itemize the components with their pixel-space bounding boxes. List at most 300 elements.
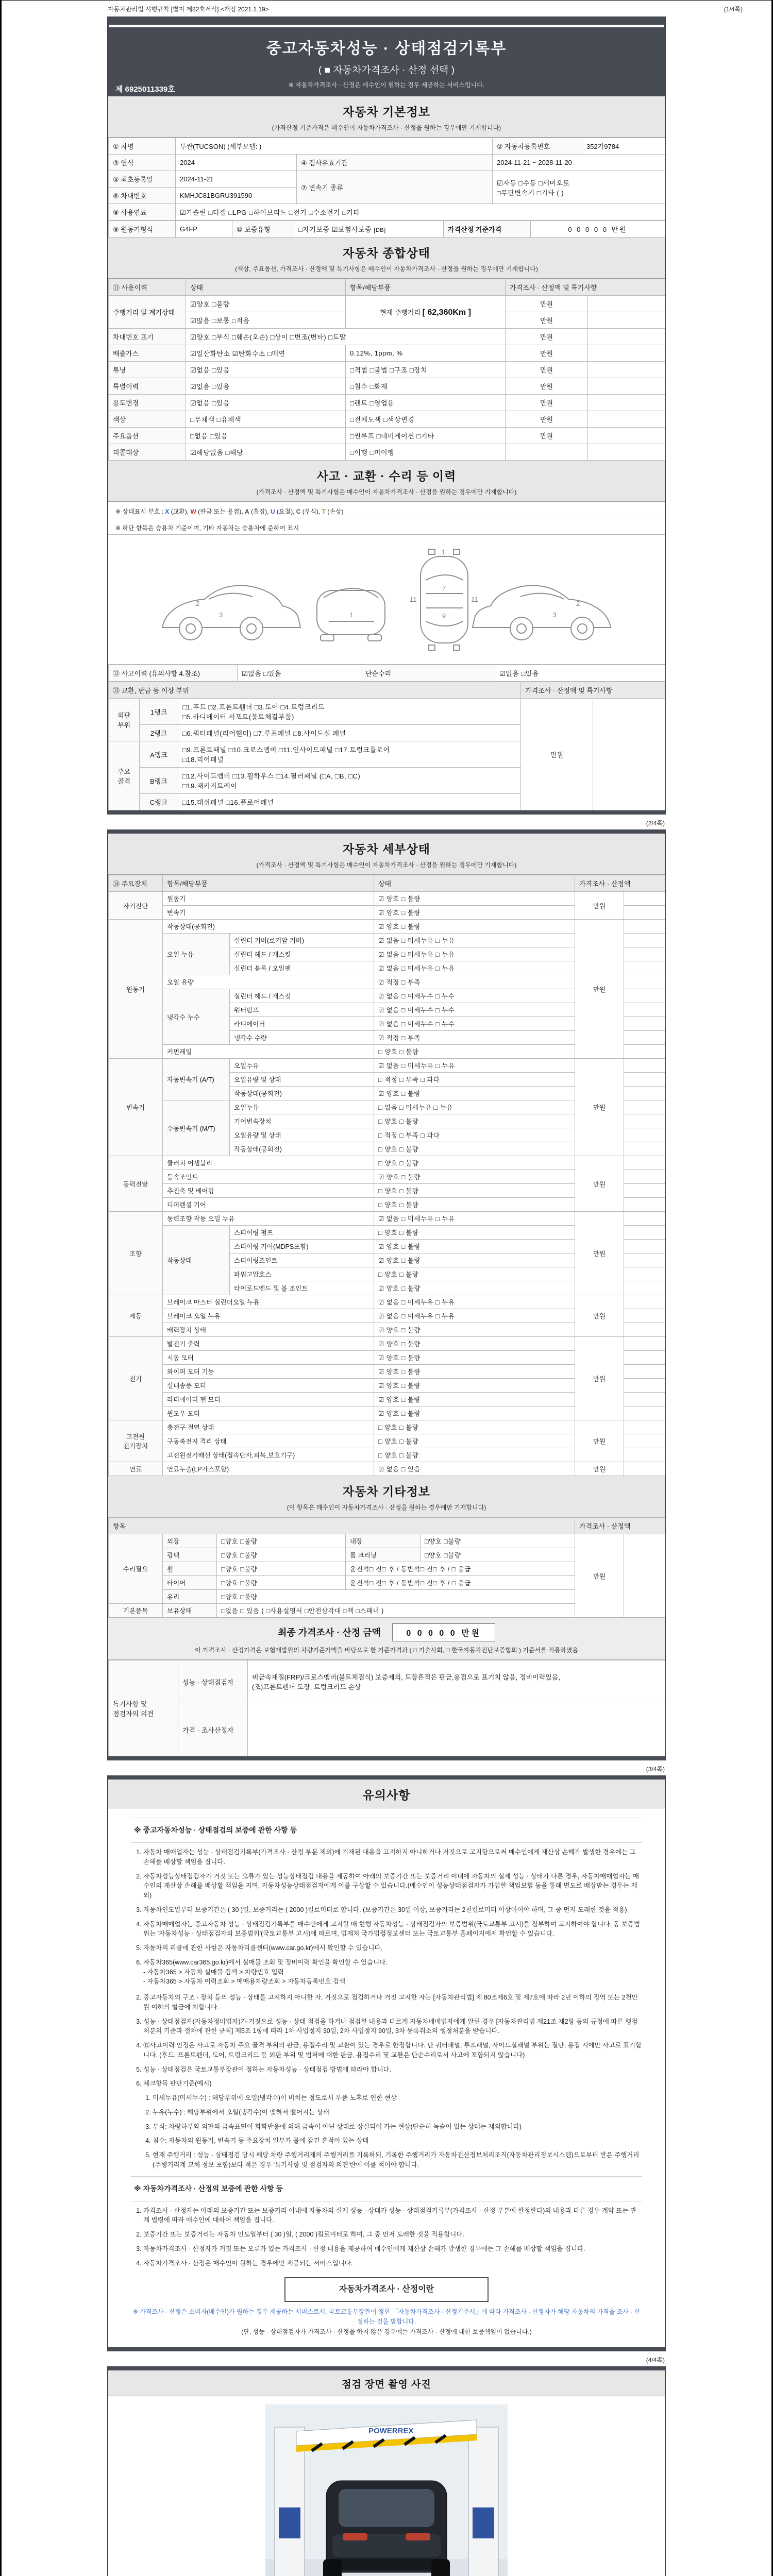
engine-type-value: G4FP (176, 221, 232, 238)
remark-cell[interactable] (624, 947, 665, 961)
remark-cell[interactable] (624, 1073, 665, 1087)
remark-cell[interactable] (593, 699, 665, 810)
table-row (109, 1462, 665, 1476)
rank-options[interactable]: □12.사이드멤버 □13.휠하우스 □14.필러패널 (□A, □B, □C) □19.패키지트레이 (178, 768, 521, 794)
table-row (109, 892, 665, 906)
state-options[interactable]: □양호 □불량 (217, 1548, 346, 1562)
possession-options[interactable]: □없음 □ 있음 ( □사용설명서 □안전삼각대 □잭 □스패너 ) (217, 1604, 575, 1618)
notice-section2-list (143, 1993, 642, 2170)
item-label: 튜닝 (109, 362, 186, 378)
price-cell: 만원 (506, 345, 588, 362)
state-options[interactable]: □없음 □있음 (186, 428, 346, 444)
notice-item: 5. 성능 · 상태점검은 국토교통부장관이 정하는 자동차성능 · 상태점검 방법에 따라야 합니다. (143, 2065, 642, 2075)
state-options[interactable]: □ 양호 □ 불량 (374, 1156, 575, 1170)
detail-title: 자동차 세부상태 (343, 842, 430, 856)
notice-section1-list (143, 1848, 642, 1987)
state-options[interactable]: ☑ 양호 □ 불량 (374, 1323, 575, 1337)
notice-subitem: 1. 미세누유(미세누수) : 해당부위에 오일(냉각수)이 비치는 정도로서 부품 노후로 인한 현상 (153, 2093, 642, 2103)
state-options[interactable]: ☑ 양호 □ 불량 (374, 1365, 575, 1379)
table-row (109, 1703, 665, 1756)
warranty-db-tag: [DB] (374, 227, 386, 233)
sub-item-label: 오일유량 및 상태 (230, 1128, 374, 1142)
final-price-value: 0 0 0 0 0 만원 (392, 1623, 495, 1641)
simple-repair-options[interactable]: ☑없음 □있음 (495, 665, 665, 682)
mileage-cell: 현재 주행거리 [ 62,360Km ] (346, 296, 506, 329)
table-row (109, 155, 665, 171)
remark-cell[interactable] (624, 1406, 665, 1420)
remark-cell[interactable] (588, 362, 665, 378)
col-state: 상태 (374, 875, 575, 892)
state-options[interactable]: □ 양호 □ 불량 (374, 1198, 575, 1212)
state-options[interactable]: ☑ 없음 □ 미세누유 □ 누유 (374, 1059, 575, 1073)
state-options[interactable]: □양호 □불량 (217, 1576, 346, 1590)
table-header-row (109, 875, 665, 892)
etc-col-price: 가격조사 · 산정액 (575, 1518, 665, 1534)
price-cell: 만원 (575, 920, 624, 1059)
state-options[interactable]: □ 양호 □ 불량 (374, 1142, 575, 1156)
item-options[interactable]: □렌트 □영업용 (346, 395, 506, 411)
item-label: 수동변속기 (M/T) (163, 1100, 230, 1156)
item-label: 오일 누유 (163, 934, 230, 975)
base-price-value: 0 0 0 0 0 만원 (531, 221, 665, 238)
photo-band (108, 2370, 665, 2396)
state-options[interactable]: □ 적정 □ 부족 □ 과다 (374, 1073, 575, 1087)
table-row (109, 411, 665, 428)
transmission-options-line1[interactable]: ☑자동 □수동 □세미오토 (497, 179, 570, 187)
rank-options[interactable]: □15.대쉬패널 □16.플로어패널 (178, 794, 521, 810)
remark-cell[interactable] (624, 1337, 665, 1351)
state-symbol-legend: ※ 상태표시 부호 : X (교환), W (판금 또는 용접), A (흠집), U (요철), C (부식), T (손상) (108, 502, 665, 518)
price-appraisal-note2: (단, 성능 · 상태점검자가 가격조사 · 산정을 하지 않은 경우에는 가격조사 · 산정에 대한 보증책임이 없습니다.) (241, 2328, 532, 2335)
check-criteria-list (153, 2093, 642, 2170)
table-row (109, 1534, 665, 1548)
item-label: 실내송풍 모터 (163, 1379, 374, 1393)
etc-title: 자동차 기타정보 (343, 1485, 430, 1498)
notice-item: 5. 자동차의 리콜에 관한 사항은 자동차리콜센터(www.car.go.kr)에서 확인할 수 있습니다. (143, 1943, 642, 1953)
document-number: 제 6925011339호 (115, 85, 175, 94)
remark-cell[interactable] (624, 1184, 665, 1198)
remark-cell[interactable] (624, 1128, 665, 1142)
notice-item: 6. 체크항목 판단기준(예시) 1. 미세누유(미세누수) : 해당부위에 오일(냉각수)이 비치는 정도로서 부품 노후로 인한 현상 2. 누유(누수) : 해당부위에서 오일(냉각수)이 맺혀서 떨어지는 상태 3. 부식: 차량하부와 외판의 금속표면이 화학반응에 의해 금속이 아닌 상태로 상실되어 가는 현상(단순히 녹슬어 있는 상태는 제외합니다) 4. 침수: 자동차의 원동기, 변속기 등 주요장치 일부가 물에 잠긴 흔적이 있는 상태 5. 현재 주행거리 : 성능 · 상태점검 당시 해당 차량 주행거리계의 주행거리를 기록하되, 기록한 주행거리가 자동차전산정보처리조직(자동차관리정보시스템)으로부터 받은 주행거리(주행거리계 교체 정보 포함)보다 적은 경우 '특기사항 및 점검자의 의견'란에 이를 적어야 합니다. (143, 2079, 642, 2170)
item-label: 동력조향 작동 오일 누유 (163, 1212, 374, 1226)
notice-subitem: 3. 부식: 차량하부와 외판의 금속표면이 화학반응에 의해 금속이 아닌 상태로 상실되어 가는 현상(단순히 녹슬어 있는 상태는 제외합니다) (153, 2122, 642, 2132)
reg-number-label: ② 자동차등록번호 (493, 138, 582, 155)
state-options[interactable]: ☑ 양호 □ 불량 (374, 1087, 575, 1100)
remark-cell[interactable] (624, 1114, 665, 1128)
col-item-part: 항목/해당부품 (346, 279, 506, 296)
notice-item: 3. 자동차가격조사 · 산정자가 거짓 또는 오류가 있는 가격조사 · 산정 내용을 제공하여 매수인에게 재산상 손해가 발생한 경우에는 그 손해를 배상할 책임을 집니다. (143, 2244, 642, 2254)
item-label: 유리 (163, 1590, 217, 1604)
transmission-options[interactable] (493, 171, 665, 204)
sub-item-label: 스티어링조인트 (230, 1253, 374, 1267)
warranty-type-options[interactable]: □자기보증 ☑보험사보증 [DB] (294, 221, 444, 238)
remark-cell[interactable] (624, 1240, 665, 1253)
state-options[interactable]: □ 양호 □ 불량 (374, 1448, 575, 1462)
item-options[interactable]: □침수 □화재 (346, 378, 506, 395)
remark-cell[interactable] (624, 1156, 665, 1170)
exchange-price-head: 가격조사 · 산정액 및 특기사항 (521, 682, 665, 699)
accident-history-label: ⑫ 사고이력 (유의사항 4.참조) (109, 665, 238, 682)
accident-history-row (108, 665, 665, 682)
state-options[interactable]: □무채색 □유채색 (186, 411, 346, 428)
table-row (109, 378, 665, 395)
item-label: 충전구 절연 상태 (163, 1420, 374, 1434)
remark-cell[interactable] (624, 989, 665, 1003)
item-label: 원동기 (163, 892, 374, 906)
item-label: 배력장치 상태 (163, 1323, 374, 1337)
table-row (109, 362, 665, 378)
state-options[interactable]: ☑없음 □있음 (186, 378, 346, 395)
page-marker-3: (3/4쪽) (646, 1766, 665, 1773)
outer-panel-label: 외판 부위 (109, 699, 140, 741)
item-options[interactable]: □적법 □불법 □구조 □장치 (346, 362, 506, 378)
remark-cell[interactable] (624, 1434, 665, 1448)
sub-item-label: 실린더 헤드 / 개스킷 (230, 989, 374, 1003)
state-options[interactable]: ☑ 양호 □ 불량 (374, 1170, 575, 1184)
rank-options[interactable]: □1.후드 □2.프론트휀더 □3.도어 □4.트렁크리드 □5.라디에이터 서포트(볼트체결부품) (178, 699, 521, 725)
car-name-label: ① 차명 (109, 138, 176, 155)
remark-cell[interactable] (624, 1212, 665, 1226)
inspection-photo (265, 2404, 508, 2576)
device-group-label: 조향 (109, 1212, 163, 1295)
remark-cell[interactable] (624, 892, 665, 906)
state-options[interactable]: □ 양호 □ 불량 (374, 1114, 575, 1128)
state-options[interactable]: ☑ 양호 □ 불량 (374, 1337, 575, 1351)
rank-label: 1랭크 (140, 699, 178, 725)
remark-cell[interactable] (588, 444, 665, 461)
fuel-options[interactable]: ☑가솔린 □디젤 □LPG □하이브리드 □전기 □수소전기 □기타 (176, 204, 665, 221)
state-options[interactable]: □ 양호 □ 불량 (374, 1045, 575, 1059)
table-row (109, 920, 665, 934)
final-price-band (108, 1618, 665, 1660)
state-options[interactable]: □ 양호 □ 불량 (374, 1267, 575, 1281)
item-label: 연료누출(LP가스포함) (163, 1462, 374, 1476)
remark-cell[interactable] (624, 1295, 665, 1309)
remark-cell[interactable] (624, 934, 665, 947)
remark-cell[interactable] (624, 1420, 665, 1434)
price-cell: 만원 (575, 1295, 624, 1337)
item-options[interactable]: □썬루프 □네비게이션 □기타 (346, 428, 506, 444)
position-options[interactable]: 운전석□ 전□ 후 / 동반석□ 전□ 후 / □ 응급 (346, 1562, 575, 1576)
table-row (109, 428, 665, 444)
device-group-label: 자기진단 (109, 892, 163, 920)
state-options[interactable]: □양호 □불량 (217, 1590, 575, 1604)
state-options[interactable]: ☑ 양호 □ 불량 (374, 1406, 575, 1420)
remark-cell[interactable] (624, 1170, 665, 1184)
remark-cell[interactable] (624, 1226, 665, 1240)
col-item: 항목/해당부품 (163, 875, 374, 892)
device-group-label: 원동기 (109, 920, 163, 1059)
rank-options[interactable]: □9.프론트패널 □10.크로스멤버 □11.인사이드패널 □17.트렁크플로어 □18.리어패널 (178, 741, 521, 768)
vehicle-diagram-svg (113, 540, 660, 658)
state-options[interactable]: ☑ 없음 □ 미세누수 □ 누수 (374, 1017, 575, 1031)
item-label: 라디에이터 팬 모터 (163, 1393, 374, 1406)
item-label: 시동 모터 (163, 1351, 374, 1365)
section-box-2 (107, 829, 666, 1760)
col-price: 가격조사 · 산정액 (575, 875, 665, 892)
remark-cell[interactable] (624, 1365, 665, 1379)
table-row (109, 138, 665, 155)
exchange-rank-table (108, 682, 665, 810)
sub-item-label: 워터펌프 (230, 1003, 374, 1017)
remark-cell[interactable] (624, 1087, 665, 1100)
basic-items-label: 기본품목 (109, 1604, 163, 1618)
page-marker-1: (1/4쪽) (724, 6, 743, 13)
remark-cell[interactable] (624, 1393, 665, 1406)
price-cell: 만원 (521, 699, 593, 810)
state-options[interactable]: ☑ 양호 □ 불량 (374, 892, 575, 906)
remark-cell[interactable] (624, 1198, 665, 1212)
state-options[interactable]: □ 적정 □ 부족 □ 과다 (374, 1128, 575, 1142)
col-price-remarks: 가격조사 · 산정액 및 특기사항 (506, 279, 665, 296)
item-label: 오일 유량 (163, 975, 374, 989)
svg-text:11: 11 (410, 596, 417, 603)
notice-subitem: 4. 침수: 자동차의 원동기, 변속기 등 주요장치 일부가 물에 잠긴 흔적이 있는 상태 (153, 2136, 642, 2146)
svg-text:11: 11 (471, 596, 478, 603)
remark-cell[interactable] (624, 1045, 665, 1059)
table-row (109, 296, 665, 312)
remark-cell[interactable] (624, 1323, 665, 1337)
state-options[interactable]: ☑ 없음 □ 있음 (374, 1462, 575, 1476)
item-label: 등속조인트 (163, 1170, 374, 1184)
basic-info-table-row6 (108, 221, 665, 238)
state-options[interactable]: ☑ 양호 □ 불량 (374, 1379, 575, 1393)
item-label: 주행거리 및 계기상태 (109, 296, 186, 329)
state-options[interactable]: □ 양호 □ 불량 (374, 1184, 575, 1198)
photo-area (108, 2396, 665, 2576)
model-year-label: ③ 연식 (109, 155, 176, 171)
item-options[interactable]: □이행 □미이행 (346, 444, 506, 461)
item-label: 리콜대상 (109, 444, 186, 461)
remark-cell[interactable] (624, 1142, 665, 1156)
header-divider (109, 25, 664, 27)
state-options[interactable]: □ 없음 □ 미세누유 □ 누유 (374, 1100, 575, 1114)
item-label: 광택 (163, 1548, 217, 1562)
remark-cell[interactable] (624, 1379, 665, 1393)
comprehensive-subtitle: (색상, 주요옵션, 가격조사 · 산정액 및 특기사항은 매수인이 자동차가격조사 · 산정을 원하는 경우에만 기재합니다) (235, 265, 538, 273)
svg-text:7: 7 (442, 584, 446, 592)
item-options[interactable]: □전체도색 □색상변경 (346, 411, 506, 428)
remark-cell[interactable] (624, 1534, 665, 1618)
state-options[interactable]: □양호 □불량 (217, 1534, 346, 1548)
state-options[interactable]: □양호 □불량 (217, 1562, 346, 1576)
state-options[interactable]: □ 양호 □ 불량 (374, 1420, 575, 1434)
table-row (109, 1059, 665, 1073)
opinion-table (108, 1660, 665, 1756)
appraiser-opinion-text (248, 1703, 665, 1756)
rank-options[interactable]: □6.쿼터패널(리어휀더) □7.루프패널 □8.사이드실 패널 (178, 725, 521, 741)
state-options[interactable]: ☑ 양호 □ 불량 (374, 1240, 575, 1253)
remark-cell[interactable] (624, 1059, 665, 1073)
basic-info-band (108, 96, 665, 138)
item-label: 와이퍼 모터 기능 (163, 1365, 374, 1379)
simple-repair-label: 단순수리 (361, 665, 495, 682)
transmission-label: ⑦ 변속기 종류 (297, 171, 493, 204)
device-group-label: 제동 (109, 1295, 163, 1337)
device-group-label: 동력전달 (109, 1156, 163, 1212)
price-cell: 만원 (506, 411, 588, 428)
inspector-opinion-label: 성능 · 상태점검자 (178, 1660, 248, 1703)
remark-cell[interactable] (624, 975, 665, 989)
accident-subtitle: (가격조사 · 산정액 및 특기사항은 매수인이 자동차가격조사 · 산정을 원하는 경우에만 기재합니다) (256, 488, 517, 496)
remark-cell[interactable] (624, 1351, 665, 1365)
state-options[interactable]: ☑ 없음 □ 미세누유 □ 누유 (374, 934, 575, 947)
state-options[interactable]: □양호 □불량 (421, 1534, 575, 1548)
remark-cell[interactable] (624, 1267, 665, 1281)
remark-cell[interactable] (588, 378, 665, 395)
state-options[interactable]: ☑ 양호 □ 불량 (374, 906, 575, 920)
state-options[interactable]: ☑많음 □보통 □적음 (186, 312, 346, 329)
accident-band (108, 461, 665, 502)
remark-cell[interactable] (624, 1448, 665, 1462)
state-options[interactable]: ☑양호 □불량 (186, 296, 346, 312)
item-options[interactable]: 0.12%, 1ppm, % (346, 345, 506, 362)
state-options[interactable]: □양호 □불량 (421, 1548, 575, 1562)
remark-cell[interactable] (588, 312, 665, 329)
item-label: 변속기 (163, 906, 374, 920)
remark-cell[interactable] (588, 411, 665, 428)
remark-cell[interactable] (624, 1003, 665, 1017)
remark-cell[interactable] (588, 329, 665, 345)
item-label: 커먼레일 (163, 1045, 374, 1059)
notice-item: 2. 자동차성능상태점검자가 거짓 또는 오류가 있는 성능상태점검 내용을 제공하여 아래의 보증기간 또는 보증거리 이내에 자동차의 실제 성능 · 상태가 다른 경우, 자동차매매업자는 매수인의 재산상 손해를 배상할 책임을 지며, 자동차성능상태점검자에게 이를 구상할 수 있습니다.(매수인이 성능상태점검자가 가입한 책임보험 등을 통해 별도로 배상받는 경우는 제외) (143, 1872, 642, 1901)
repair-needed-label: 수리필요 (109, 1534, 163, 1604)
state-options[interactable]: ☑ 양호 □ 불량 (374, 1253, 575, 1267)
svg-text:3: 3 (552, 611, 557, 619)
price-cell: 만원 (575, 1059, 624, 1156)
state-options[interactable]: ☑양호 □부식 □훼손(오손) □상이 □변조(변타) □도말 (186, 329, 506, 345)
remark-cell[interactable] (624, 1100, 665, 1114)
state-options[interactable]: ☑해당없음 □해당 (186, 444, 346, 461)
item-label: 용도변경 (109, 395, 186, 411)
remark-cell[interactable] (624, 1017, 665, 1031)
remark-cell[interactable] (624, 961, 665, 975)
rank-label: C랭크 (140, 794, 178, 810)
page-marker-4: (4/4쪽) (646, 2356, 665, 2364)
vin-value: KMHJC81BGRU391590 (176, 188, 297, 204)
item-label: 냉각수 누수 (163, 989, 230, 1045)
price-cell: 만원 (506, 395, 588, 411)
item-label: 윈도우 모터 (163, 1406, 374, 1420)
price-cell: 만원 (575, 1462, 624, 1476)
table-row (109, 665, 665, 682)
opinion-label: 특기사항 및 점검자의 의견 (109, 1660, 178, 1756)
form-statute-text: 자동차관리법 시행규칙 [별지 제82호서식] <개정 2021.1.19> (108, 6, 269, 13)
rank-label: 2랭크 (140, 725, 178, 741)
notice-band (108, 1780, 665, 1808)
item-label: 주요옵션 (109, 428, 186, 444)
notice-item: 3. 성능 · 상태점검자(자동차정비업자)가 거짓으로 성능 · 상태 점검을 하거나 점검한 내용과 다르게 자동차매매업자에게 알린 경우 [자동차관리법 제21조 제2항 등의 규정에 따른 행정처분의 기준과 절차에 관한 규칙] 제5조 1항에 따라 1차 사업정지 30일, 2차 사업정지 90일, 3차 등록취소의 행정처분을 받습니다. (143, 2017, 642, 2037)
section-box-4 (107, 2366, 666, 2576)
document-title: 중고자동차성능 · 상태점검기록부 (266, 40, 507, 57)
basic-info-subtitle: (가격산정 기준가격은 매수인이 자동차가격조사 · 산정을 원하는 경우에만 기재합니다) (272, 124, 501, 131)
sub-item-label: 스티어링 기어(MDPS포함) (230, 1240, 374, 1253)
item-label: 브레이크 마스터 실린더오일 누유 (163, 1295, 374, 1309)
lift-brand-text: POWERREX (368, 2426, 414, 2435)
state-options[interactable]: □ 양호 □ 불량 (374, 1226, 575, 1240)
state-options[interactable]: ☑ 없음 □ 미세누유 □ 누유 (374, 1309, 575, 1323)
engine-type-label: ⑨ 원동기형식 (109, 221, 176, 238)
remark-cell[interactable] (624, 1462, 665, 1476)
table-row (109, 1420, 665, 1434)
sub-item-label: 오일유량 및 상태 (230, 1073, 374, 1087)
remark-cell[interactable] (588, 345, 665, 362)
state-options[interactable]: ☑ 없음 □ 미세누유 □ 누유 (374, 1212, 575, 1226)
sub-item-label: 실린더 커버(로커암 커버) (230, 934, 374, 947)
table-row (109, 204, 665, 221)
remark-cell[interactable] (624, 1031, 665, 1045)
table-row (109, 444, 665, 461)
transmission-options-line2[interactable]: □무단변속기 □기타 ( ) (497, 189, 564, 197)
remark-cell[interactable] (624, 906, 665, 920)
item-label: 브레이크 오일 누유 (163, 1309, 374, 1323)
appraiser-opinion-label: 가격 · 조사산정자 (178, 1703, 248, 1756)
item-label: 고전원전기배선 상태(접속단자,피복,보호기구) (163, 1448, 374, 1462)
state-options[interactable]: ☑ 적정 □ 부족 (374, 975, 575, 989)
remark-cell[interactable] (624, 920, 665, 934)
state-options[interactable]: ☑ 양호 □ 불량 (374, 1351, 575, 1365)
rank-label: A랭크 (140, 741, 178, 768)
sub-item-label: 파워고압호스 (230, 1267, 374, 1281)
inspector-opinion-text: 비금속재질(FRP)/크로스멤버(볼트체결식) 보증제외, 도장흔적은 판금,용접으로 표기치 않음, 정비이력있음, (조)프론트펜더 도장, 트렁크리드 손상 (248, 1660, 665, 1703)
rank-label: B랭크 (140, 768, 178, 794)
state-options[interactable]: ☑ 없음 □ 미세누수 □ 누수 (374, 989, 575, 1003)
state-options[interactable]: ☑ 양호 □ 불량 (374, 920, 575, 934)
sub-item-label: 실린더 블록 / 오일팬 (230, 961, 374, 975)
remark-cell[interactable] (588, 428, 665, 444)
accident-history-options[interactable]: ☑없음 □있음 (238, 665, 361, 682)
state-options[interactable]: ☑ 양호 □ 불량 (374, 1281, 575, 1295)
document-subtitle: ( ■ 자동차가격조사 · 산정 선택 ) (318, 65, 455, 76)
state-options[interactable]: ☑ 없음 □ 미세누유 □ 누유 (374, 947, 575, 961)
form-reference-line (2, 4, 771, 16)
svg-text:1: 1 (442, 548, 446, 556)
remark-cell[interactable] (624, 1253, 665, 1267)
state-options[interactable]: □ 양호 □ 불량 (374, 1434, 575, 1448)
price-appraisal-definition-box: 자동차가격조사 · 산정이란 (284, 2277, 489, 2302)
svg-text:1: 1 (349, 611, 354, 619)
remark-cell[interactable] (624, 1309, 665, 1323)
price-cell: 만원 (575, 1156, 624, 1212)
remark-cell[interactable] (624, 1281, 665, 1295)
page-marker-2: (2/4쪽) (646, 820, 665, 827)
sub-item-label: 라디에이터 (230, 1017, 374, 1031)
state-options[interactable]: ☑ 적정 □ 부족 (374, 1031, 575, 1045)
state-options[interactable]: ☑없음 □있음 (186, 362, 346, 378)
state-options[interactable]: ☑일산화탄소 ☑탄화수소 □매연 (186, 345, 346, 362)
item-label: 색상 (109, 411, 186, 428)
item-label: 휠 (163, 1562, 217, 1576)
state-options[interactable]: ☑ 없음 □ 미세누수 □ 누수 (374, 1003, 575, 1017)
state-options[interactable]: ☑없음 □있음 (186, 395, 346, 411)
notice-item: 1. 자동차 매매업자는 성능 · 상태점검기록부(가격조사 · 산정 부분 제외)에 기재된 내용을 고지하지 아니하거나 거짓으로 고지함으로써 매수인에게 재산상 손해가 발생한 경우에는 그 손해를 배상할 책임을 집니다. (143, 1848, 642, 1867)
price-cell: 만원 (506, 329, 588, 345)
remark-cell[interactable] (588, 296, 665, 312)
notice-item: 2. 중고자동차의 구조 · 장치 등의 성능 · 상태를 고지하지 아니한 자, 거짓으로 점검하거나 거짓 고지한 자는 [자동차관리법] 제 80조제6호 및 제7호에 따라 2년 이하의 징역 또는 2천만원 이하의 벌금에 처합니다. (143, 1993, 642, 2012)
item-label: 배출가스 (109, 345, 186, 362)
svg-text:2: 2 (196, 600, 200, 607)
position-options[interactable]: 운전석□ 전□ 후 / 동반석□ 전□ 후 / □ 응급 (346, 1576, 575, 1590)
basic-info-title: 자동차 기본정보 (343, 105, 430, 118)
table-header-row (109, 682, 665, 699)
price-cell: 만원 (575, 1212, 624, 1295)
remark-cell[interactable] (588, 395, 665, 411)
state-options[interactable]: ☑ 없음 □ 미세누유 □ 누유 (374, 1295, 575, 1309)
state-options[interactable]: ☑ 없음 □ 미세누유 □ 누유 (374, 961, 575, 975)
item-label: 자동변속기 (A/T) (163, 1059, 230, 1100)
state-options[interactable]: ☑ 양호 □ 불량 (374, 1393, 575, 1406)
table-header-row (109, 279, 665, 296)
